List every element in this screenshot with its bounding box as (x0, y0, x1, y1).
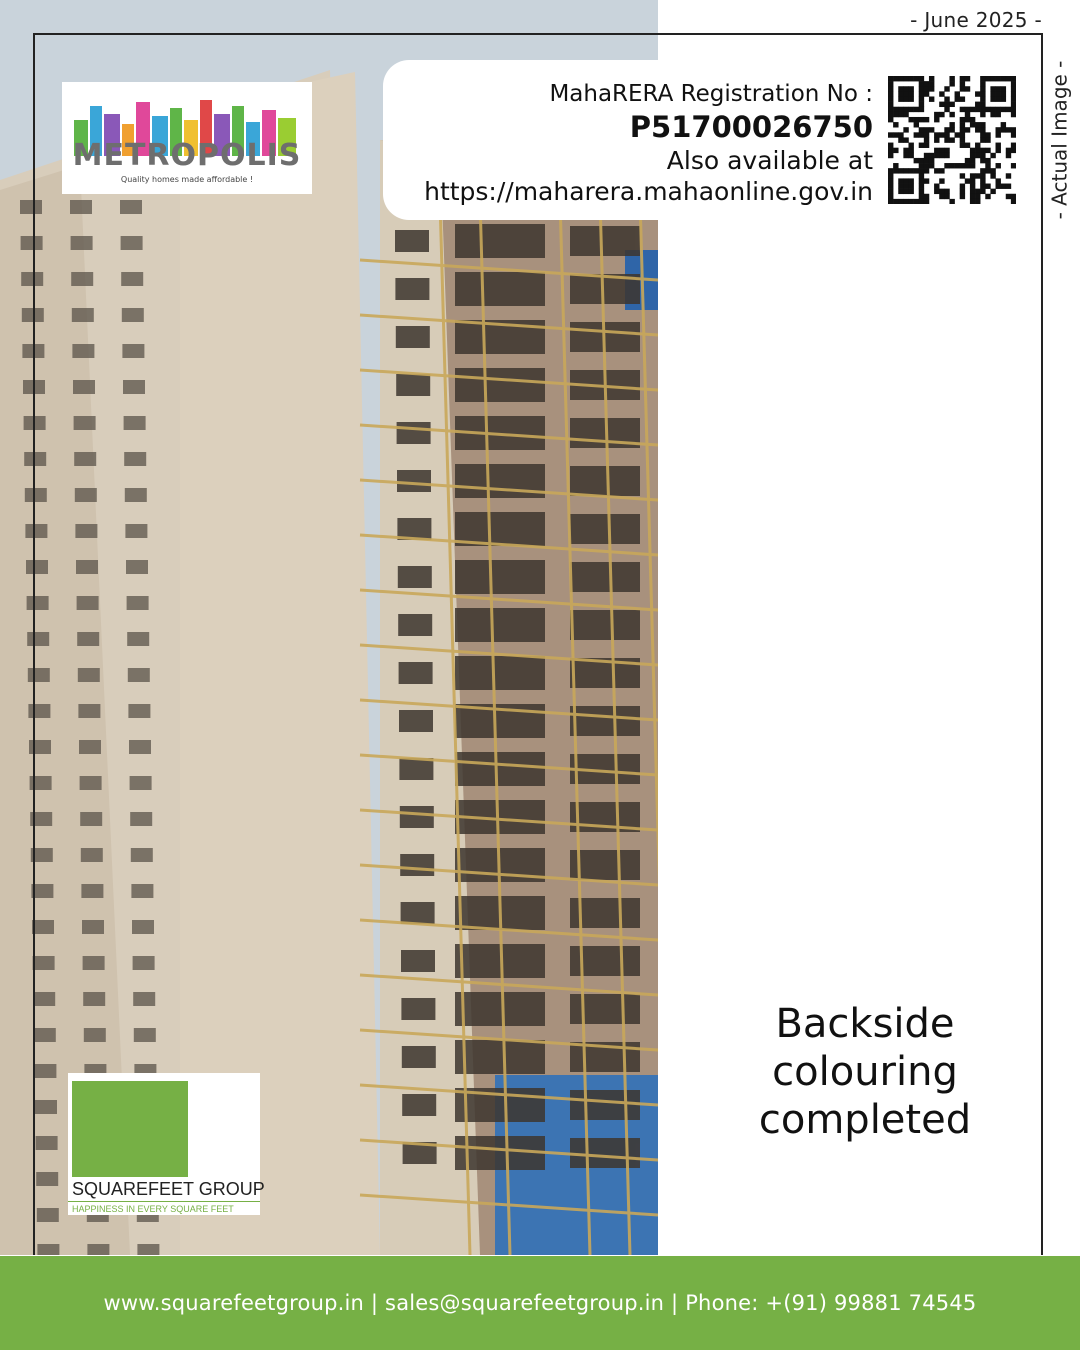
status-text (720, 1000, 1010, 1144)
frame-top-right-line (658, 33, 1041, 35)
frame-left-line (33, 33, 35, 1255)
frame-right-line (1041, 33, 1043, 1255)
footer-contact[interactable]: www.squarefeetgroup.in | sales@squarefeetgroup.in | Phone: +(91) 99881 74545 (103, 1291, 977, 1315)
rera-title: MahaRERA Registration No : (549, 81, 873, 107)
metropolis-logo (62, 82, 312, 194)
squarefeet-tagline: HAPPINESS IN EVERY SQUARE FEET (68, 1201, 260, 1214)
rera-url[interactable]: https://maharera.mahaonline.gov.in (424, 177, 873, 207)
status-line-2: colouring (772, 1049, 958, 1095)
squarefeet-name: SQUAREFEET GROUP (72, 1179, 265, 1199)
metropolis-tagline: Quality homes made affordable ! (120, 175, 254, 184)
rera-card (383, 60, 903, 220)
footer-bar (0, 1256, 1080, 1350)
squarefeet-logo (68, 1073, 265, 1215)
green-square-icon (72, 1081, 188, 1177)
date-label: - June 2025 - (910, 8, 1042, 32)
rera-also: Also available at (666, 146, 873, 175)
actual-image-label: - Actual Image - (1047, 60, 1071, 220)
status-line-3: completed (758, 1097, 972, 1143)
qr-code-icon (888, 76, 1016, 204)
frame-top-line (33, 33, 658, 35)
status-line-1: Backside (775, 1001, 955, 1047)
metropolis-wordmark: METROPOLIS (72, 138, 302, 173)
rera-number: P51700026750 (629, 109, 873, 144)
